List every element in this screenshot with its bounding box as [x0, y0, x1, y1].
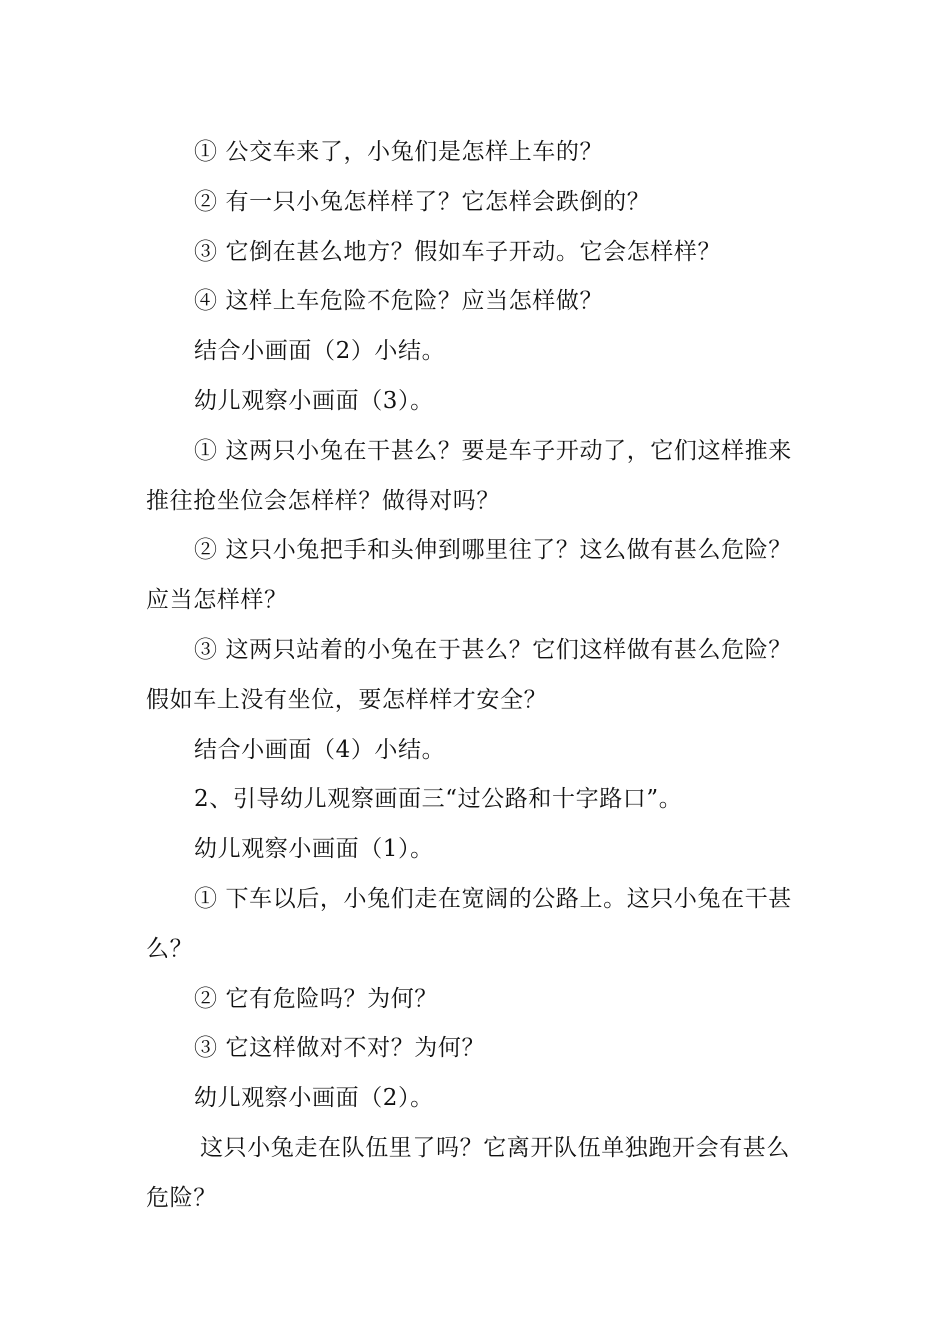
- paragraph-9: ③ 这两只站着的小兔在于甚么？它们这样做有甚么危险？假如车上没有坐位，要怎样样才安全？: [146, 636, 792, 713]
- paragraph-16: 幼儿观察小画面（2）。: [194, 1085, 434, 1112]
- paragraph-6: 幼儿观察小画面（3）。: [194, 387, 434, 414]
- paragraph-13: ① 下车以后，小兔们走在宽阔的公路上。这只小兔在干甚么？: [146, 885, 792, 962]
- paragraph-11: 2、引导幼儿观察画面三“过公路和十字路口”。: [194, 786, 683, 813]
- paragraph-5: 结合小画面（2）小结。: [194, 338, 446, 365]
- paragraph-12: 幼儿观察小画面（1）。: [194, 836, 434, 863]
- document-body: [146, 128, 810, 1224]
- paragraph-15: ③ 它这样做对不对？为何？: [194, 1035, 486, 1062]
- paragraph-7: ① 这两只小兔在干甚么？要是车子开动了，它们这样推来推往抢坐位会怎样样？做得对吗？: [146, 437, 792, 514]
- paragraph-14: ② 它有危险吗？为何？: [194, 985, 438, 1012]
- paragraph-3: ③ 它倒在甚么地方？假如车子开动。它会怎样样？: [194, 238, 722, 265]
- paragraph-17: 这只小兔走在队伍里了吗？它离开队伍单独跑开会有甚么危险？: [146, 1134, 790, 1211]
- paragraph-1: ① 公交车来了，小兔们是怎样上车的？: [194, 139, 604, 165]
- paragraph-4: ④ 这样上车危险不危险？应当怎样做？: [194, 288, 604, 315]
- paragraph-2: ② 有一只小兔怎样样了？它怎样会跌倒的？: [194, 188, 651, 215]
- paragraph-8: ② 这只小兔把手和头伸到哪里往了？这么做有甚么危险？应当怎样样？: [146, 537, 792, 614]
- paragraph-10: 结合小画面（4）小结。: [194, 736, 446, 763]
